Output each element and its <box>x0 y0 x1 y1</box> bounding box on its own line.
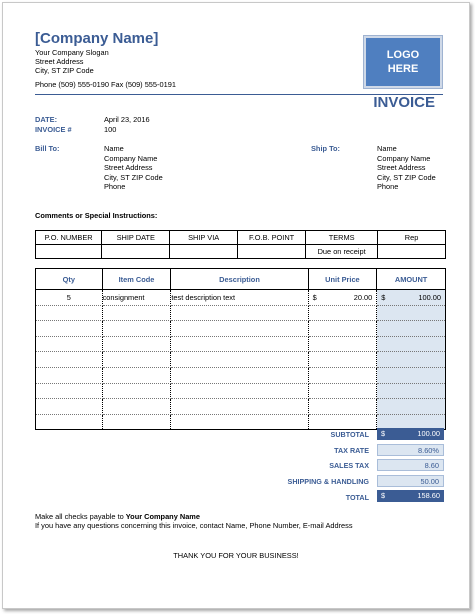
company-name: [Company Name] <box>35 30 159 47</box>
item-code-cell[interactable] <box>102 352 171 368</box>
tax-rate-label: TAX RATE <box>334 446 369 455</box>
unit-price-cell[interactable] <box>308 399 377 415</box>
company-street: Street Address <box>35 57 84 66</box>
table-row <box>36 290 446 306</box>
header-po-number: P.O. NUMBER <box>36 231 102 245</box>
header-terms: TERMS <box>306 231 378 245</box>
subtotal-currency: $ <box>381 429 386 438</box>
amount-cell <box>377 399 446 415</box>
amount-currency: $ <box>381 293 386 302</box>
unit-price-currency: $ <box>312 293 317 302</box>
ship-via-cell[interactable] <box>170 245 238 259</box>
ship-date-cell[interactable] <box>102 245 170 259</box>
header-rep: Rep <box>378 231 446 245</box>
amount-cell <box>377 336 446 352</box>
unit-price-cell[interactable] <box>308 352 377 368</box>
shipping-box[interactable] <box>377 475 444 487</box>
table-row <box>36 305 446 321</box>
sales-tax-value: 8.60 <box>424 461 439 470</box>
amount-cell <box>377 383 446 399</box>
item-code-cell[interactable] <box>102 336 171 352</box>
bill-to-label: Bill To: <box>35 144 60 153</box>
company-phone: Phone (509) 555-0190 Fax (509) 555-0191 <box>35 80 176 89</box>
table-row <box>36 367 446 383</box>
company-city: City, ST ZIP Code <box>35 66 94 75</box>
ship-to-line: Street Address <box>377 163 426 172</box>
subtotal-box <box>377 428 444 440</box>
ship-to-label: Ship To: <box>311 144 341 153</box>
description-cell[interactable] <box>171 399 308 415</box>
unit-price-cell[interactable] <box>308 367 377 383</box>
total-box <box>377 490 444 502</box>
bill-to-block <box>104 144 163 192</box>
item-code-cell[interactable] <box>102 290 171 306</box>
invoice-number-label: INVOICE # <box>35 125 72 134</box>
item-code-text: consignment <box>102 292 145 302</box>
qty-cell[interactable] <box>36 367 103 383</box>
tax-rate-value: 8.60% <box>418 446 439 455</box>
header-unit-price: Unit Price <box>308 269 377 290</box>
invoice-number-value: 100 <box>104 125 117 134</box>
invoice-title: INVOICE <box>373 94 435 111</box>
total-label: TOTAL <box>345 493 369 502</box>
description-cell[interactable] <box>171 383 308 399</box>
items-table <box>35 268 446 430</box>
unit-price-value: 20.00 <box>353 293 373 302</box>
header-amount: AMOUNT <box>377 269 446 290</box>
bill-to-line: Phone <box>104 182 126 191</box>
unit-price-cell[interactable] <box>308 336 377 352</box>
bill-to-line: Street Address <box>104 163 153 172</box>
shipping-value: 50.00 <box>420 477 439 486</box>
comments-label: Comments or Special Instructions: <box>35 211 158 220</box>
ship-to-block <box>377 144 436 192</box>
shipping-label: SHIPPING & HANDLING <box>287 477 369 486</box>
unit-price-cell[interactable] <box>308 290 377 306</box>
item-code-cell[interactable] <box>102 305 171 321</box>
unit-price-cell[interactable] <box>308 414 377 430</box>
subtotal-value: 100.00 <box>417 429 440 438</box>
shipping-table <box>35 230 446 259</box>
table-row <box>36 321 446 337</box>
terms-cell[interactable]: Due on receipt <box>306 245 378 259</box>
header-fob-point: F.O.B. POINT <box>238 231 306 245</box>
ship-to-line: Company Name <box>377 153 431 163</box>
table-row <box>36 336 446 352</box>
fob-point-cell[interactable] <box>238 245 306 259</box>
tax-rate-box[interactable] <box>377 444 444 456</box>
header-item-code: Item Code <box>102 269 171 290</box>
shipping-value-row <box>36 245 446 259</box>
qty-cell[interactable] <box>36 399 103 415</box>
thank-you-message: THANK YOU FOR YOUR BUSINESS! <box>173 551 299 560</box>
bill-to-line: Company Name <box>104 153 158 163</box>
item-code-cell[interactable] <box>102 414 171 430</box>
description-cell[interactable] <box>171 305 308 321</box>
description-cell[interactable] <box>171 352 308 368</box>
sales-tax-label: SALES TAX <box>329 461 369 470</box>
qty-cell[interactable] <box>36 321 103 337</box>
amount-cell <box>377 290 446 306</box>
description-cell[interactable] <box>171 367 308 383</box>
qty-cell[interactable]: 5 <box>36 290 103 306</box>
amount-value: 100.00 <box>418 293 441 302</box>
checks-payable-company: Your Company Name <box>125 512 200 521</box>
bill-to-line: Name <box>104 144 124 153</box>
date-label: DATE: <box>35 115 58 124</box>
checks-payable-text: Make all checks payable to <box>35 512 126 521</box>
rep-cell[interactable] <box>378 245 446 259</box>
qty-cell[interactable] <box>36 383 103 399</box>
amount-cell <box>377 352 446 368</box>
shipping-header-row <box>36 231 446 245</box>
description-cell[interactable] <box>171 290 308 306</box>
logo-text-1: LOGO <box>386 49 420 61</box>
header-qty: Qty <box>36 269 103 290</box>
qty-cell[interactable] <box>36 414 103 430</box>
date-value: April 23, 2016 <box>104 115 150 124</box>
ship-to-line: Phone <box>377 182 399 191</box>
sales-tax-box <box>377 459 444 471</box>
questions-line: If you have any questions concerning this invoice, contact Name, Phone Number, E-mail Address <box>35 521 353 530</box>
total-currency: $ <box>381 491 386 500</box>
unit-price-cell[interactable] <box>308 321 377 337</box>
item-code-cell[interactable] <box>102 367 171 383</box>
amount-cell <box>377 305 446 321</box>
table-row <box>36 352 446 368</box>
item-code-cell[interactable] <box>102 399 171 415</box>
company-slogan: Your Company Slogan <box>35 48 109 57</box>
total-value: 158.60 <box>417 491 440 500</box>
qty-cell[interactable] <box>36 336 103 352</box>
invoice-page <box>2 2 470 609</box>
ship-to-line: Name <box>377 144 397 153</box>
header-description: Description <box>171 269 308 290</box>
amount-cell <box>377 321 446 337</box>
description-cell[interactable] <box>171 336 308 352</box>
logo-placeholder <box>364 36 442 88</box>
po-number-cell[interactable] <box>36 245 102 259</box>
description-cell[interactable] <box>171 414 308 430</box>
unit-price-cell[interactable] <box>308 305 377 321</box>
logo-text-2: HERE <box>387 63 419 75</box>
amount-cell <box>377 367 446 383</box>
bill-to-line: City, ST ZIP Code <box>104 172 163 182</box>
unit-price-cell[interactable] <box>308 383 377 399</box>
ship-to-line: City, ST ZIP Code <box>377 172 436 182</box>
header-ship-via: SHIP VIA <box>170 231 238 245</box>
table-row <box>36 399 446 415</box>
subtotal-label: SUBTOTAL <box>330 430 369 439</box>
description-text: test description text <box>171 292 236 302</box>
items-header-row <box>36 269 446 290</box>
item-code-cell[interactable] <box>102 321 171 337</box>
description-cell[interactable] <box>171 321 308 337</box>
qty-cell[interactable] <box>36 352 103 368</box>
table-row <box>36 383 446 399</box>
qty-cell[interactable] <box>36 305 103 321</box>
header-ship-date: SHIP DATE <box>102 231 170 245</box>
item-code-cell[interactable] <box>102 383 171 399</box>
